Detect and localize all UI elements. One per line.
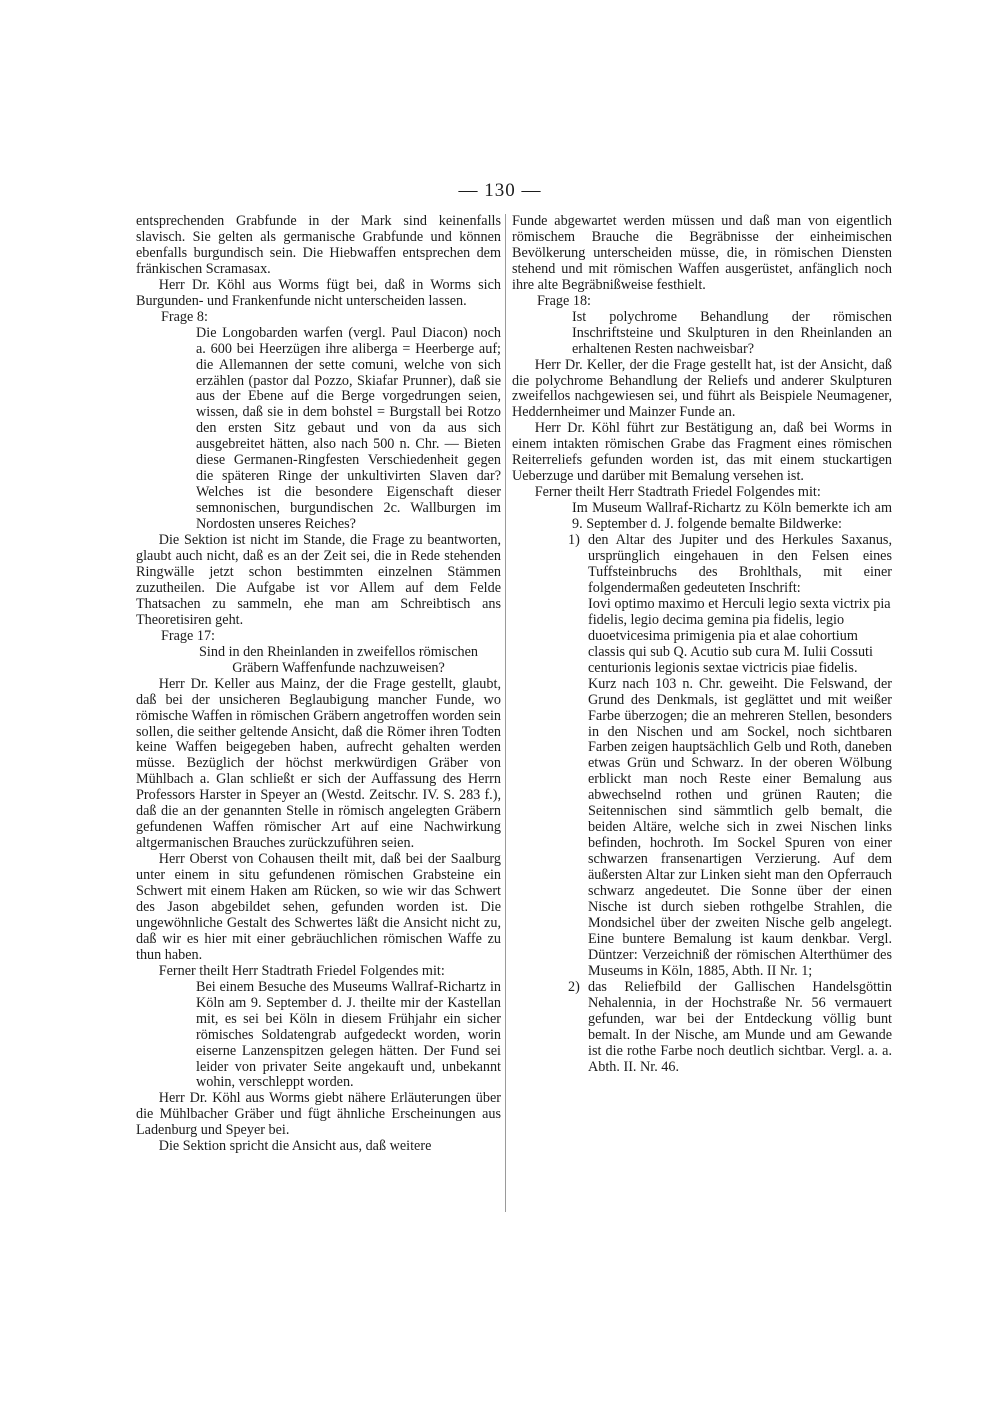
paragraph: Die Sektion spricht die Ansicht aus, daß weitere (158, 1138, 432, 1155)
paragraph: Ferner theilt Herr Stadtrath Friedel Folgendes mit: (158, 962, 445, 979)
list-item (512, 533, 892, 597)
paragraph: Herr Dr. Keller, der die Frage gestellt hat, ist der Ansicht, daß die polychrome Behandlung der Reliefs und anderer Skulpturen zweifellos nachgewiesen sei, und führt als Beispiele Neumagener, Heddernheimer und Mainzer Funde an. (512, 356, 892, 421)
list-item-continuation: Kurz nach 103 n. Chr. geweiht. Die Felswand, der Grund des Denkmals, ist geglättet und mit weißer Farbe überzogen; die an mehreren Stellen, besonders in den Nischen und am Sockel, noch sichtbaren Farben zeigen hauptsächlich Gelb und Roth, daneben etwas Grün und Schwarz. In der oberen Wölbung erblickt man noch Reste einer Bemalung aus abwechselnd rothen und grünen Rauten; die Seitennischen sind sämmtlich gelb bemalt, die beiden Altäre, welche sich in zwei Nischen links befinden, hochroth. Im Sockel Spuren von einer schwarzen fransenartigen Verzierung. Auf dem äußersten Altar zur Linken sieht man den Opferrauch schwarz angedeutet. Die Sonne über der einen Nische ist durch sieben rothgelbe Strahlen, die Mondsichel über der zweiten Nische gelb angelegt. Eine buntere Bemalung ist kaum denkbar. Vergl. Düntzer: Verzeichniß der römischen Alterthümer des Museums in Köln, 1885, Abth. II Nr. 1; (588, 675, 892, 979)
paragraph: Funde abgewartet werden müssen und daß man von eigentlich römischem Brauche die Begräbnisse der einheimischen Bevölkerung unterscheiden müsse, die, in römischen Diensten stehend und mit römischen Waffen ausgerüstet, anfänglich noch ihre alte Begräbnißweise festhielt. (512, 213, 892, 293)
list-item-text: das Reliefbild der Gallischen Handelsgöttin Nehalennia, in der Hochstraße Nr. 56 vermauert gefunden, war bei der Entdeckung völlig bunt bemalt. In der Nische, am Munde und am Gewande ist die rothe Farbe noch deutlich sichtbar. Vergl. a. a. Abth. II. Nr. 46. (588, 978, 892, 1075)
question-label: Frage 8: (161, 308, 208, 325)
quoted-report: Bei einem Besuche des Museums Wallraf-Richartz in Köln am 9. September d. J. theilte mir der Kastellan mit, es sei bei Köln in diesem Frühjahr ein sicher römisches Soldatengrab aufgedeckt worden, worin eiserne Lanzenspitzen gelegen hätten. Der Fund sei leider von privater Seite angekauft und, unbekannt wohin, verschleppt worden. (196, 978, 501, 1091)
left-column (136, 214, 501, 1155)
paragraph: Herr Dr. Köhl aus Worms giebt nähere Erläuterungen über die Mühlbacher Gräber und fügt ähnliche Erscheinungen aus Ladenburg und Speyer bei. (136, 1090, 501, 1139)
question-label: Frage 18: (537, 292, 591, 309)
list-item (512, 980, 892, 1076)
paragraph: Herr Dr. Köhl aus Worms fügt bei, daß in Worms sich Burgunden- und Frankenfunde nicht unterscheiden lassen. (136, 276, 501, 309)
paragraph: Herr Dr. Keller aus Mainz, der die Frage gestellt, glaubt, daß bei der unsicheren Beglaubigung mancher Funde, wo römische Waffen in römischen Gräbern angetroffen worden sein sollen, die seither geltende Ansicht, daß die Römer ihren Todten keine Waffen beigegeben haben, aufrecht gehalten werden müsse. Bezüglich der höchst merkwürdigen Gräber von Mühlbach a. Glan schließt er sich der Auffassung des Herrn Professors Harster in Speyer an (Westd. Zeitschr. IV. S. 283 f.), daß die an der genannten Stelle in römisch angelegten Gräbern gefundenen Waffen römischer Art auf eine Nachwirkung altgermanischen Brauches zurückzuführen seien. (136, 675, 501, 852)
column-divider (505, 214, 506, 1212)
page-number: — 130 — (458, 180, 542, 201)
list-number: 2) (568, 978, 580, 995)
question-text: Sind in den Rheinlanden in zweifellos römischen Gräbern Waffenfunde nachzuweisen? (199, 643, 478, 676)
list-number: 1) (568, 532, 580, 549)
question-label: Frage 17: (161, 627, 215, 644)
paragraph: Ferner theilt Herr Stadtrath Friedel Folgendes mit: (534, 484, 821, 501)
list-item-text: den Altar des Jupiter und des Herkules Saxanus, ursprünglich eingehauen in den Felsen eines Tuffsteinbruchs des Brohlthals, mit einer folgendermaßen gedeuteten Inschrift: (588, 532, 892, 596)
paragraph: Die Sektion ist nicht im Stande, die Frage zu beantworten, glaubt auch nicht, daß es an der Zeit sei, die in Rede stehenden Ringwälle jetzt schon bestimmten einzelnen Stämmen zuzutheilen. Die Aufgabe ist vor Allem auf dem Felde Thatsachen zu sammeln, ehe man am Schreibtisch ans Theoretisiren geht. (136, 532, 501, 628)
question-text: Ist polychrome Behandlung der römischen Inschriftsteine und Skulpturen in den Rheinlanden an erhaltenen Resten nachweisbar? (572, 308, 892, 357)
right-column (512, 214, 892, 1075)
paragraph: Herr Oberst von Cohausen theilt mit, daß bei der Saalburg unter einem in situ gefundenen römischen Grabsteine ein Schwert mit einem Haken am Rücken, so wie wir das Schwert des Jason abgebildet sehen, gefunden worden ist. Die ungewöhnliche Gestalt des Schwertes läßt die Ansicht nicht zu, daß wir es hier mit einer gebräuchlichen römischen Waffe zu thun haben. (136, 851, 501, 963)
paragraph: entsprechenden Grabfunde in der Mark sind keinenfalls slavisch. Sie gelten als germanische Grabfunde und können ebenfalls burgundisch sein. Die Hiebwaffen entsprechen dem fränkischen Scramasax. (136, 213, 501, 277)
latin-inscription: Iovi optimo maximo et Herculi legio sexta victrix pia fidelis, legio decima gemina pia fidelis, legio duoetvicesima primigenia pia et alae cohortium classis qui sub Q. Acutio sub cura M. Iulii Cossuti centurionis legionis sextae victricis piae fidelis. (588, 595, 891, 676)
quoted-report: Im Museum Wallraf-Richartz zu Köln bemerkte ich am 9. September d. J. folgende bemalte Bildwerke: (572, 500, 892, 533)
paragraph: Herr Dr. Köhl führt zur Bestätigung an, daß bei Worms in einem intakten römischen Grabe das Fragment eines römischen Reiterreliefs gefunden worden ist, das mit einem stuckartigen Ueberzuge und darüber mit Bemalung versehen ist. (512, 420, 892, 485)
question-text: Die Longobarden warfen (vergl. Paul Diacon) noch a. 600 bei Heerzügen ihre aliberga = Heerberge auf; die Allemannen der sette comuni, welche von sich erzählen (pastor dal Pozzo, Skiafar Prunner), daß sie aus der Ebene auf die Berge vorgedrungen seien, wissen, daß sie in dem bohstel = Burgstall bei Rotzo den ersten Sitz gebaut und von da aus sich ausgebreitet hätten, also nach 500 n. Chr. — Bieten diese Germanen-Ringfesten Verschiedenheit gegen die späteren Ringe der unkultivirten Slaven dar? Welches ist die besondere Eigenschaft dieser semnonischen, burgundischen 2c. Wallburgen im Nordosten unseres Reiches? (196, 324, 501, 533)
